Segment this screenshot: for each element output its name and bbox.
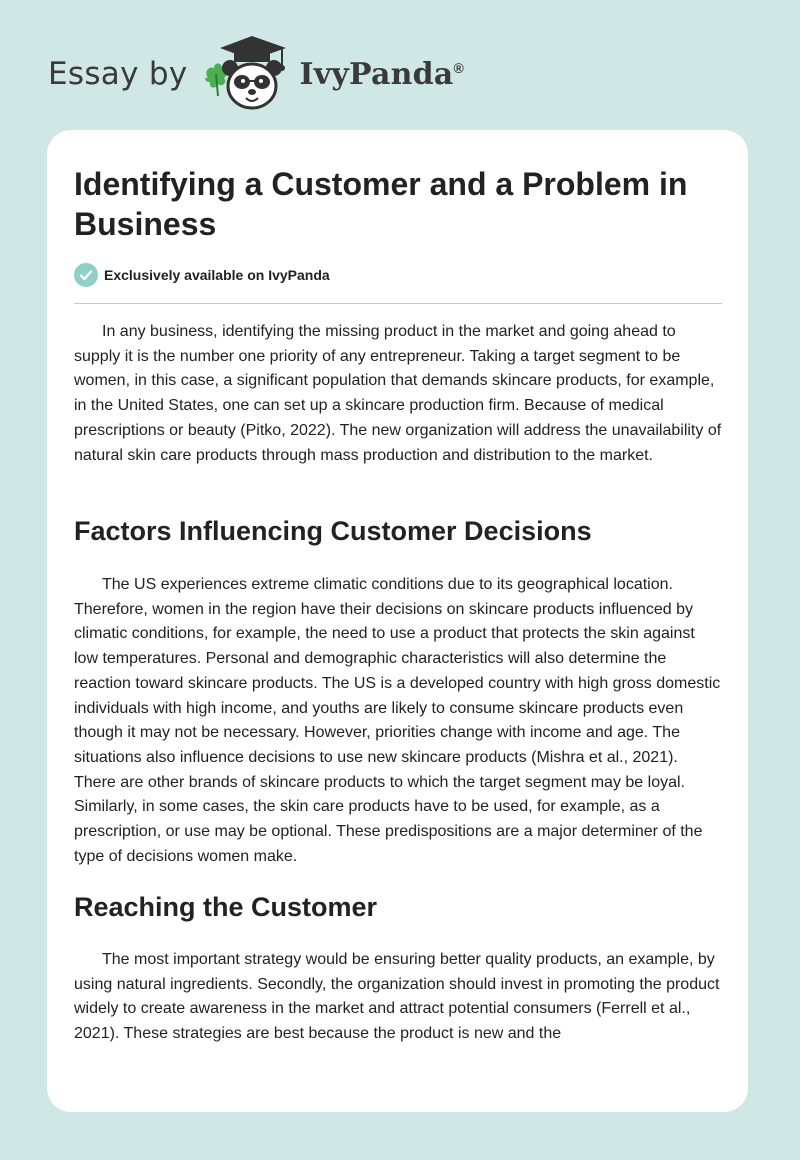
check-circle-icon (74, 263, 98, 287)
factors-paragraph: The US experiences extreme climatic conditions due to its geographical location. Therefore, women in the region have their decisions on skincare products influenced by climatic conditions, for example, the need to use a product that protects the skin against low temperatures. Personal and demographic characteristics will also determine the reaction toward skincare products. The US is a developed country with high gross domestic individuals with high income, and youths are likely to consume skincare products even though it may not be necessary. However, priorities change with income and age. The situations also influence decisions to use new skincare products (Mishra et al., 2021). There are other brands of skincare products to which the target segment may be loyal. Similarly, in some cases, the skin care products have to be used, for example, as a prescription, or use may be optional. These predispositions are a major determiner of the type of decisions women make. (74, 576, 721, 865)
panda-graduate-logo-icon[interactable] (202, 34, 294, 114)
trademark-symbol: ® (453, 59, 464, 76)
article-card (47, 130, 748, 1112)
intro-paragraph: In any business, identifying the missing product in the market and going ahead to supply it is the number one priority of any entrepreneur. Taking a target segment to be women, in this case, a significant population that demands skincare products, for example, in the United States, one can set up a skincare production firm. Because of medical prescriptions or beauty (Pitko, 2022). The new organization will address the unavailability of natural skin care products through mass production and distribution to the market. (74, 323, 722, 464)
article-title: Identifying a Customer and a Problem in Business (74, 166, 688, 242)
section-heading-factors: Factors Influencing Customer Decisions (74, 516, 592, 546)
exclusive-badge-label: Exclusively available on IvyPanda (104, 267, 330, 283)
divider (74, 303, 722, 304)
exclusive-badge (74, 263, 330, 287)
site-header (48, 34, 464, 114)
reaching-paragraph: The most important strategy would be ensuring better quality products, an example, by using natural ingredients. Secondly, the organization should invest in promoting the product widely to create awareness in the market and attract potential consumers (Ferrell et al., 2021). These strategies are best because the product is new and the (74, 951, 720, 1043)
essay-by-label: Essay by (48, 56, 188, 92)
section-heading-reaching: Reaching the Customer (74, 892, 378, 922)
brand-name[interactable]: IvyPanda® (299, 56, 464, 92)
